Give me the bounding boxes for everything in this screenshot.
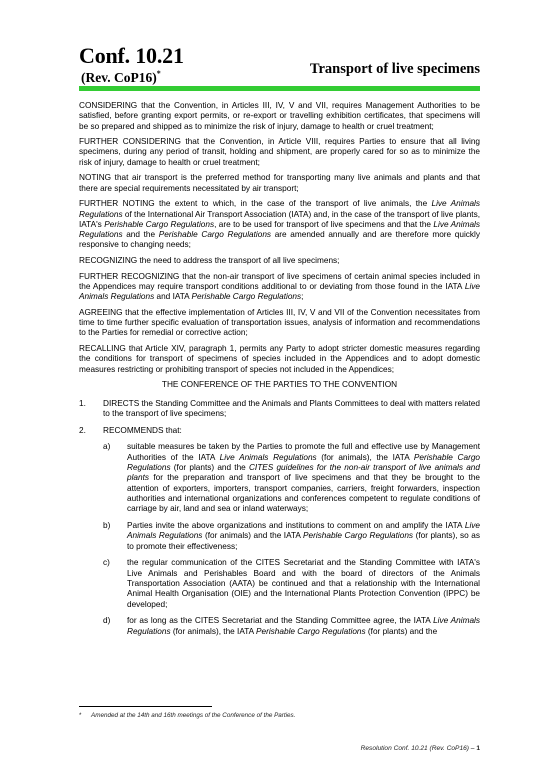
sub-paragraph xyxy=(103,442,480,514)
preamble-paragraph: FURTHER RECOGNIZING that the non-air transport of live specimens of certain animal species included in the Appendices may require transport conditions additional to or deviating from those found in the IATA Live Animals Regulations and IATA Perishable Cargo Regulations; xyxy=(79,271,480,302)
preamble-paragraph: FURTHER NOTING the extent to which, in the case of the transport of live animals, the Live Animals Regulations of the International Air Transport Association (IATA) and, in the case of the transport of live plants, IATA's Perishable Cargo Regulations, are to be used for transport of live specimens and that the Live Animals Regulations and the Perishable Cargo Regulations are amended annually and are therefore more quickly responsive to changing needs; xyxy=(79,199,481,250)
footnote-separator xyxy=(79,706,212,707)
resolution-number: Conf. 10.21 xyxy=(79,43,184,68)
revision-label xyxy=(81,66,161,86)
sub-paragraph-letter: d) xyxy=(103,616,111,626)
sub-paragraph-letter: c) xyxy=(103,558,110,568)
page-footer xyxy=(361,745,480,752)
preamble-paragraph: RECALLING that Article XIV, paragraph 1, permits any Party to adopt stricter domestic measures regarding the conditions for transport of specimens of species included in the Appendices and to adopt domestic measures restricting or prohibiting transport of species not included in the Appendices; xyxy=(79,344,480,374)
paragraph-text: RECOMMENDS that: xyxy=(103,425,182,435)
sub-paragraph xyxy=(103,521,480,552)
sub-paragraph xyxy=(103,616,480,637)
sub-paragraph-text: for as long as the CITES Secretariat and the Standing Committee agree, the IATA Live Animals Regulations (for animals), the IATA Perishable Cargo Regulations (for plants) and the xyxy=(127,616,481,636)
paragraph-number: 2. xyxy=(79,425,86,435)
header-accent-bar xyxy=(79,86,480,91)
preamble-paragraph: AGREEING that the effective implementation of Articles III, IV, V and VII of the Convention necessitates from time to time further specific evaluation of transportation issues, analysis of information and recommendations to the Parties for remedial or corrective action; xyxy=(79,307,480,338)
preamble-paragraph: FURTHER CONSIDERING that the Convention, in Article VIII, requires Parties to ensure that all living specimens, during any period of transit, holding and shipment, are properly cared for so as to minimize the risk of injury, damage to health or cruel treatment; xyxy=(79,137,480,167)
sub-paragraph-text: Parties invite the above organizations and institutions to comment on and amplify the IATA Live Animals Regulations (for animals) and the IATA Perishable Cargo Regulations (for plants), so as to promote their effectiveness; xyxy=(127,520,480,551)
sub-paragraph-letter: a) xyxy=(103,442,111,452)
revision-footnote-marker: * xyxy=(156,69,161,78)
conference-heading: THE CONFERENCE OF THE PARTIES TO THE CONVENTION xyxy=(161,380,398,390)
footnote-marker: * xyxy=(79,712,82,719)
footer-reference: Resolution Conf. 10.21 (Rev. CoP16) – xyxy=(360,745,475,752)
document-body xyxy=(79,101,480,643)
preamble-paragraph: RECOGNIZING the need to address the transport of all live specimens; xyxy=(79,256,340,266)
document-header xyxy=(79,43,480,85)
page-number: 1 xyxy=(476,745,480,752)
preamble-paragraph: CONSIDERING that the Convention, in Articles III, IV, V and VII, requires Management Authorities to be satisfied, before granting export permits, or re-export or travelling exhibition certificates, that specimens will be so prepared and shipped as to minimize the risk of injury, damage to health or cruel treatment; xyxy=(79,101,480,131)
paragraph-text: DIRECTS the Standing Committee and the Animals and Plants Committees to deal with matters related to the transport of live specimens; xyxy=(103,398,480,418)
paragraph-number: 1. xyxy=(79,398,86,408)
sub-paragraph-text: the regular communication of the CITES Secretariat and the Standing Committee with IATA's Live Animals and Perishables Board and with the board of directors of the Animals Transportation Association (AATA) be continued and that a relationship with the International Animal Health Organisation (OIE) and the International Plants Protection Convention (IPPC) be developed; xyxy=(127,558,480,609)
footnote-text: Amended at the 14th and 16th meetings of the Conference of the Parties. xyxy=(91,712,296,719)
sub-paragraph-letter: b) xyxy=(103,520,111,530)
sub-paragraph-text: suitable measures be taken by the Parties to promote the full and effective use by Management Authorities of the IATA Live Animals Regulations (for animals), the IATA Perishable Cargo Regulations (for plants) and the CITES guidelines for the non-air transport of live animals and plants for the preparation and transport of live specimens and that they be brought to the attention of exporters, importers, transport companies, carriers, freight forwarders, inspection authorities and international organizations and conferences competent to regulate conditions of carriage by air, land and sea or inland waterways; xyxy=(127,442,480,514)
operative-paragraph xyxy=(79,399,480,420)
resolution-title: Transport of live specimens xyxy=(309,61,480,77)
operative-paragraph xyxy=(79,426,480,436)
preamble-paragraph: NOTING that air transport is the preferred method for transporting many live animals and plants and that there are special requirements necessitated by air transport; xyxy=(79,173,480,193)
footnote xyxy=(79,712,480,720)
revision-text: (Rev. CoP16) xyxy=(81,70,157,85)
sub-paragraph xyxy=(103,558,480,609)
